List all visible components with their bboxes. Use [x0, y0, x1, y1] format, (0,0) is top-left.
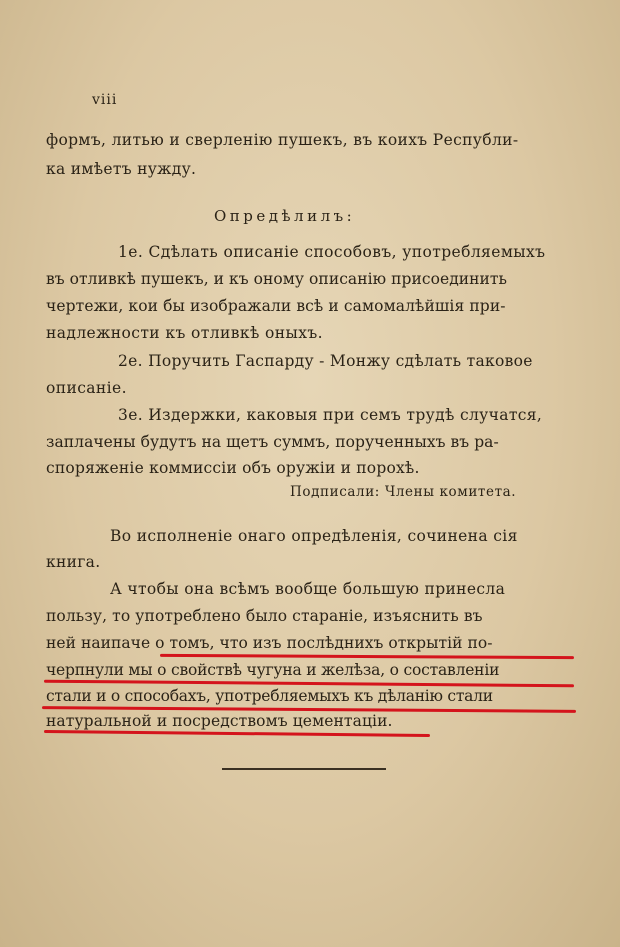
closing-line-2: книга. — [46, 553, 101, 571]
intro-line-2: ка имѣетъ нужду. — [46, 160, 197, 178]
resolution-line-9: споряженіе коммиссіи объ оружіи и порохѣ. — [46, 459, 420, 477]
page-number: viii — [92, 92, 118, 108]
resolution-line-6: описаніе. — [46, 379, 127, 397]
section-heading: Опредѣлилъ: — [214, 207, 356, 225]
closing-line-8: натуральной и посредствомъ цементаціи. — [46, 712, 393, 730]
resolution-line-4: надлежности къ отливкѣ оныхъ. — [46, 324, 323, 342]
resolution-line-2: въ отливкѣ пушекъ, и къ оному описанію присоединить — [46, 270, 508, 288]
red-underline-1 — [160, 654, 574, 659]
closing-line-7: стали и о способахъ, употребляемыхъ къ дѣланію стали — [46, 687, 493, 705]
closing-line-4: пользу, то употреблено было стараніе, изъяснить въ — [46, 607, 483, 625]
closing-line-6: черпнули мы о свойствѣ чугуна и желѣза, о составленіи — [46, 661, 500, 679]
resolution-line-3: чертежи, кои бы изображали всѣ и самомалѣйшія при- — [46, 297, 506, 315]
signatories: Подписали: Члены комитета. — [290, 484, 517, 500]
resolution-line-7: 3е. Издержки, каковыя при семъ трудѣ случатся, — [118, 406, 543, 424]
closing-line-1: Во исполненіе онаго опредѣленія, сочинена сія — [110, 527, 518, 545]
resolution-line-5: 2е. Поручить Гаспарду - Монжу сдѣлать таковое — [118, 352, 533, 370]
closing-line-5: ней наипаче о томъ, что изъ послѣднихъ открытій по- — [46, 634, 493, 652]
resolution-line-8: заплачены будутъ на щетъ суммъ, порученныхъ въ ра- — [46, 433, 499, 451]
end-rule — [222, 768, 386, 770]
resolution-line-1: 1е. Сдѣлать описаніе способовъ, употребляемыхъ — [118, 243, 546, 261]
red-underline-4 — [44, 730, 430, 737]
closing-line-3: А чтобы она всѣмъ вообще большую принесла — [110, 580, 506, 598]
intro-line-1: формъ, литью и сверленію пушекъ, въ коихъ Республи- — [46, 131, 519, 149]
